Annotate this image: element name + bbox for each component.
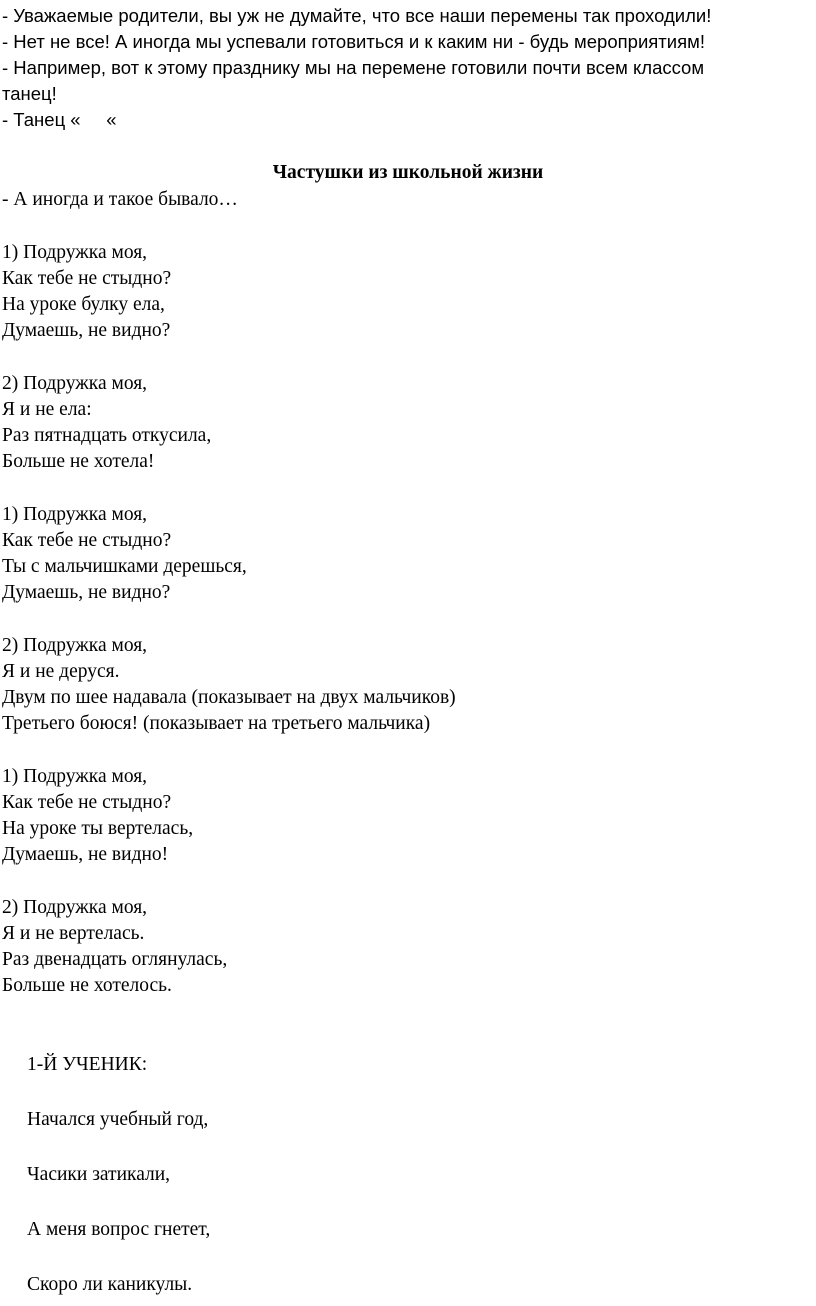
verse-line: Двум по шее надавала (показывает на двух мальчиков) [2,687,456,708]
verse-line: Как тебе не стыдно? [2,530,172,551]
poem-line: Скоро ли каникулы. [27,1274,193,1295]
verse-line: На уроке ты вертелась, [2,818,194,839]
poem-line: А меня вопрос гнетет, [27,1219,211,1240]
speaker-label: 1-Й УЧЕНИК: [27,1054,148,1075]
intro-line: танец! [2,83,57,104]
verse-line: Раз двенадцать оглянулась, [2,949,228,970]
verse-line: 1) Подружка моя, [2,766,148,787]
verse-line: Я и не ела: [2,399,92,420]
poem-line: Часики затикали, [27,1164,171,1185]
verse-line: 1) Подружка моя, [2,504,148,525]
verse-line: 2) Подружка моя, [2,635,148,656]
verse-line: На уроке булку ела, [2,294,165,315]
intro-line: - Нет не все! А иногда мы успевали готовиться и к каким ни - будь мероприятиям! [2,31,705,52]
verse-line: Как тебе не стыдно? [2,268,172,289]
section-intro: - А иногда и такое бывало… [2,189,238,210]
verse-line: 2) Подружка моя, [2,373,148,394]
verse-line: Раз пятнадцать откусила, [2,425,212,446]
intro-line: - Танец « « [2,109,117,130]
verse-line: Больше не хотелось. [2,975,172,996]
verse-line: Как тебе не стыдно? [2,792,172,813]
section-title: Частушки из школьной жизни [272,162,544,183]
verse-line: Я и не деруся. [2,661,120,682]
verse-line: 1) Подружка моя, [2,242,148,263]
intro-line: - Например, вот к этому празднику мы на перемене готовили почти всем классом [2,57,705,78]
verse-line: Думаешь, не видно! [2,844,169,865]
verse-line: Ты с мальчишками дерешься, [2,556,247,577]
verse-line: Третьего боюся! (показывает на третьего мальчика) [2,713,431,734]
verse-line: 2) Подружка моя, [2,897,148,918]
verse-line: Думаешь, не видно? [2,320,171,341]
intro-line: - Уважаемые родители, вы уж не думайте, что все наши перемены так проходили! [2,5,712,26]
verse-line: Я и не вертелась. [2,923,145,944]
poem-line: Начался учебный год, [27,1109,209,1130]
verse-line: Больше не хотела! [2,451,155,472]
verse-line: Думаешь, не видно? [2,582,171,603]
